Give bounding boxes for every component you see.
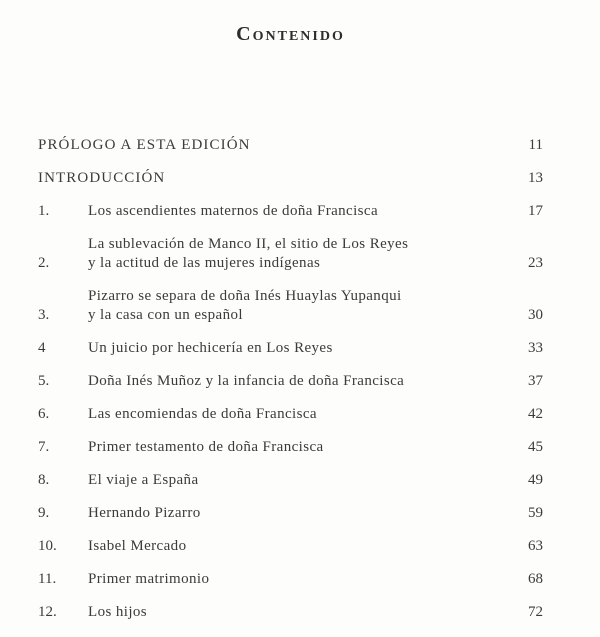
entry-line1: Isabel Mercado bbox=[88, 538, 187, 554]
toc-entry bbox=[38, 169, 543, 188]
toc-entry bbox=[38, 570, 543, 589]
entry-title bbox=[88, 202, 519, 221]
entry-page-number: 17 bbox=[528, 203, 543, 219]
entry-page-number: 37 bbox=[528, 373, 543, 389]
entry-number: 3. bbox=[38, 307, 50, 323]
entry-title bbox=[38, 169, 519, 188]
entry-line1: Primer testamento de doña Francisca bbox=[88, 439, 324, 455]
entry-title bbox=[88, 537, 519, 556]
entry-number: 7. bbox=[38, 439, 50, 455]
toc-entry bbox=[38, 287, 543, 325]
toc-entry bbox=[38, 405, 543, 424]
entry-page-number: 30 bbox=[528, 307, 543, 323]
entry-line2: y la actitud de las mujeres indígenas bbox=[88, 255, 321, 271]
entry-title bbox=[88, 235, 519, 273]
entry-number: 2. bbox=[38, 255, 50, 271]
entry-line1: El viaje a España bbox=[88, 472, 199, 488]
entry-line1: INTRODUCCIÓN bbox=[38, 170, 166, 186]
entry-title bbox=[88, 603, 519, 622]
toc-entry bbox=[38, 339, 543, 358]
entry-number: 4 bbox=[38, 340, 46, 356]
entry-line1: Hernando Pizarro bbox=[88, 505, 201, 521]
entry-page-number: 11 bbox=[528, 137, 543, 153]
page-title: Contenido bbox=[236, 23, 345, 45]
entry-page-number: 13 bbox=[528, 170, 543, 186]
entry-title bbox=[88, 372, 519, 391]
entry-number: 5. bbox=[38, 373, 50, 389]
entry-line1: Primer matrimonio bbox=[88, 571, 210, 587]
entry-page-number: 33 bbox=[528, 340, 543, 356]
entry-title bbox=[88, 570, 519, 589]
entry-line1: La sublevación de Manco II, el sitio de Los Reyes bbox=[88, 236, 409, 252]
entry-number: 9. bbox=[38, 505, 50, 521]
entry-title bbox=[38, 136, 519, 155]
entry-page-number: 23 bbox=[528, 255, 543, 271]
entry-page-number: 59 bbox=[528, 505, 543, 521]
entry-line1: Doña Inés Muñoz y la infancia de doña Francisca bbox=[88, 373, 405, 389]
entry-title bbox=[88, 471, 519, 490]
entry-number: 12. bbox=[38, 604, 57, 620]
entry-line1: Los hijos bbox=[88, 604, 148, 620]
entry-page-number: 63 bbox=[528, 538, 543, 554]
toc-entry bbox=[38, 136, 543, 155]
table-of-contents bbox=[38, 136, 543, 622]
toc-entry bbox=[38, 235, 543, 273]
entry-line1: Las encomiendas de doña Francisca bbox=[88, 406, 317, 422]
entry-page-number: 42 bbox=[528, 406, 543, 422]
entry-title bbox=[88, 287, 519, 325]
entry-line1: Los ascendientes maternos de doña Francisca bbox=[88, 203, 379, 219]
entry-number: 1. bbox=[38, 203, 50, 219]
toc-entry bbox=[38, 471, 543, 490]
entry-line1: Un juicio por hechicería en Los Reyes bbox=[88, 340, 333, 356]
toc-entry bbox=[38, 202, 543, 221]
entry-page-number: 45 bbox=[528, 439, 543, 455]
entry-number: 11. bbox=[38, 571, 57, 587]
entry-number: 10. bbox=[38, 538, 57, 554]
toc-entry bbox=[38, 372, 543, 391]
toc-entry bbox=[38, 603, 543, 622]
entry-page-number: 49 bbox=[528, 472, 543, 488]
entry-page-number: 72 bbox=[528, 604, 543, 620]
entry-number: 6. bbox=[38, 406, 50, 422]
entry-title bbox=[88, 339, 519, 358]
entry-page-number: 68 bbox=[528, 571, 543, 587]
entry-title bbox=[88, 504, 519, 523]
toc-entry bbox=[38, 438, 543, 457]
entry-title bbox=[88, 438, 519, 457]
toc-entry bbox=[38, 504, 543, 523]
entry-title bbox=[88, 405, 519, 424]
entry-number: 8. bbox=[38, 472, 50, 488]
entry-line2: y la casa con un español bbox=[88, 307, 243, 323]
toc-entry bbox=[38, 537, 543, 556]
entry-line1: PRÓLOGO A ESTA EDICIÓN bbox=[38, 137, 251, 153]
entry-line1: Pizarro se separa de doña Inés Huaylas Yupanqui bbox=[88, 288, 402, 304]
